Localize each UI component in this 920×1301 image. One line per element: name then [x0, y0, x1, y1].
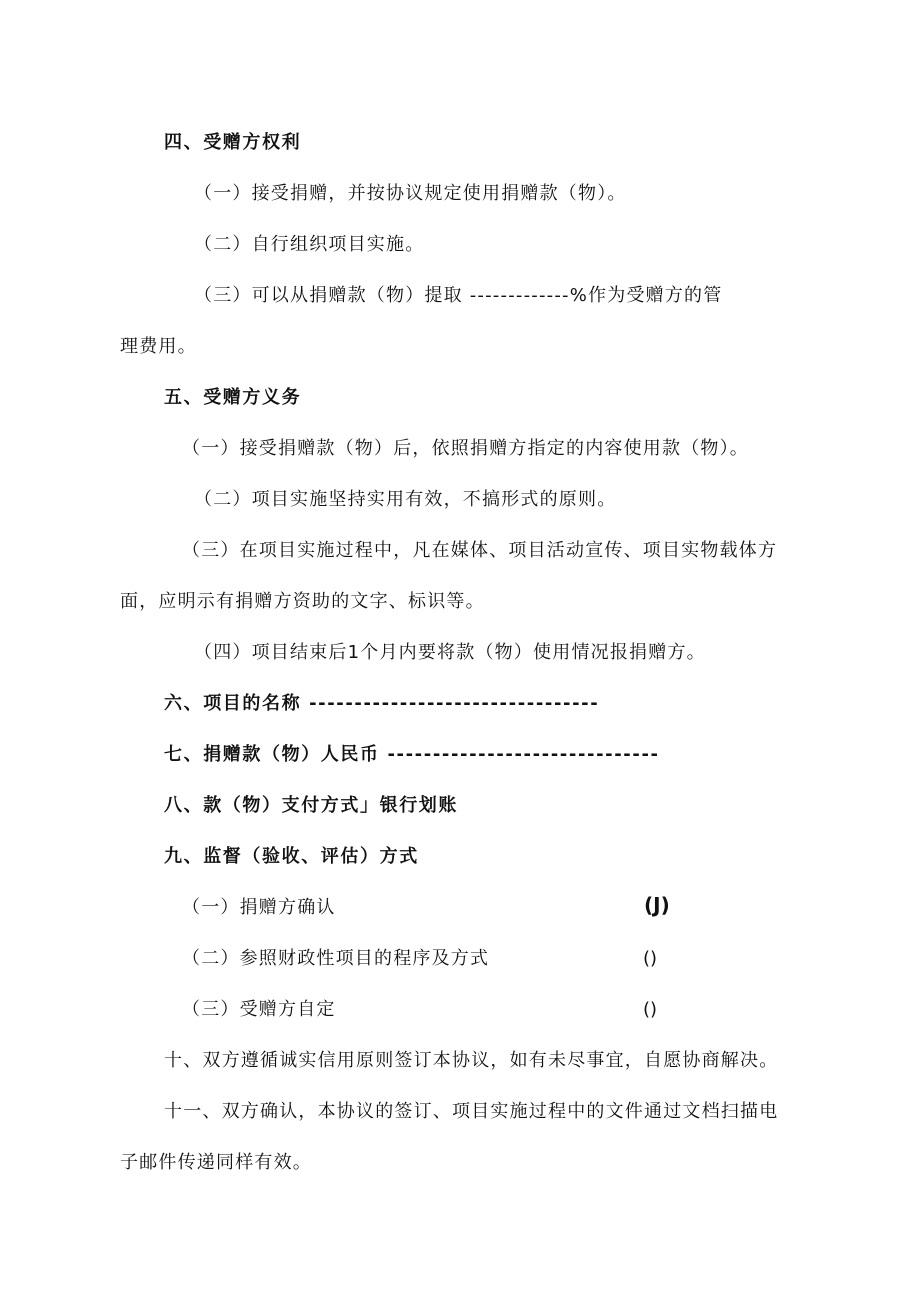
option-9-2: （二）参照财政性项目的程序及方式 [182, 948, 490, 969]
section-heading-8: 八、款（物）支付方式」银行划账 [164, 795, 458, 816]
section-11-continued: 子邮件传递同样有效。 [120, 1152, 312, 1173]
section-heading-6: 六、项目的名称 -------------------------------- [164, 693, 600, 714]
section-heading-9: 九、监督（验收、评估）方式 [164, 846, 419, 867]
paragraph-4-3-continued: 理费用。 [120, 336, 197, 357]
option-9-2-mark: () [643, 948, 658, 969]
option-9-1: （一）捐赠方确认 [182, 897, 336, 918]
paragraph-4-1: （一）接受捐赠，并按协议规定使用捐赠款（物）。 [194, 183, 627, 204]
option-9-1-mark: (J) [644, 893, 670, 917]
paragraph-5-4: （四）项目结束后1个月内要将款（物）使用情况报捐赠方。 [194, 642, 706, 663]
section-11: 十一、双方确认，本协议的签订、项目实施过程中的文件通过文档扫描电 [164, 1101, 779, 1122]
paragraph-5-2: （二）项目实施坚持实用有效，不搞形式的原则。 [194, 489, 617, 510]
option-9-3-mark: () [643, 999, 658, 1020]
paragraph-4-2: （二）自行组织项目实施。 [194, 234, 425, 255]
section-10: 十、双方遵循诚实信用原则签订本协议，如有未尽事宜，自愿协商解决。 [164, 1050, 779, 1071]
paragraph-5-3: （三）在项目实施过程中，凡在媒体、项目活动宣传、项目实物载体方 [182, 540, 778, 561]
section-heading-7: 七、捐赠款（物）人民币 ------------------------------ [164, 744, 660, 765]
paragraph-5-3-continued: 面，应明示有捐赠方资助的文字、标识等。 [120, 591, 485, 612]
section-heading-5: 五、受赠方义务 [164, 387, 302, 408]
paragraph-5-1: （一）接受捐赠款（物）后，依照捐赠方指定的内容使用款（物）。 [182, 438, 749, 459]
option-9-3: （三）受赠方自定 [182, 999, 336, 1020]
section-heading-4: 四、受赠方权利 [164, 132, 302, 153]
paragraph-4-3: （三）可以从捐赠款（物）提取 -------------%作为受赠方的管 [194, 285, 723, 306]
